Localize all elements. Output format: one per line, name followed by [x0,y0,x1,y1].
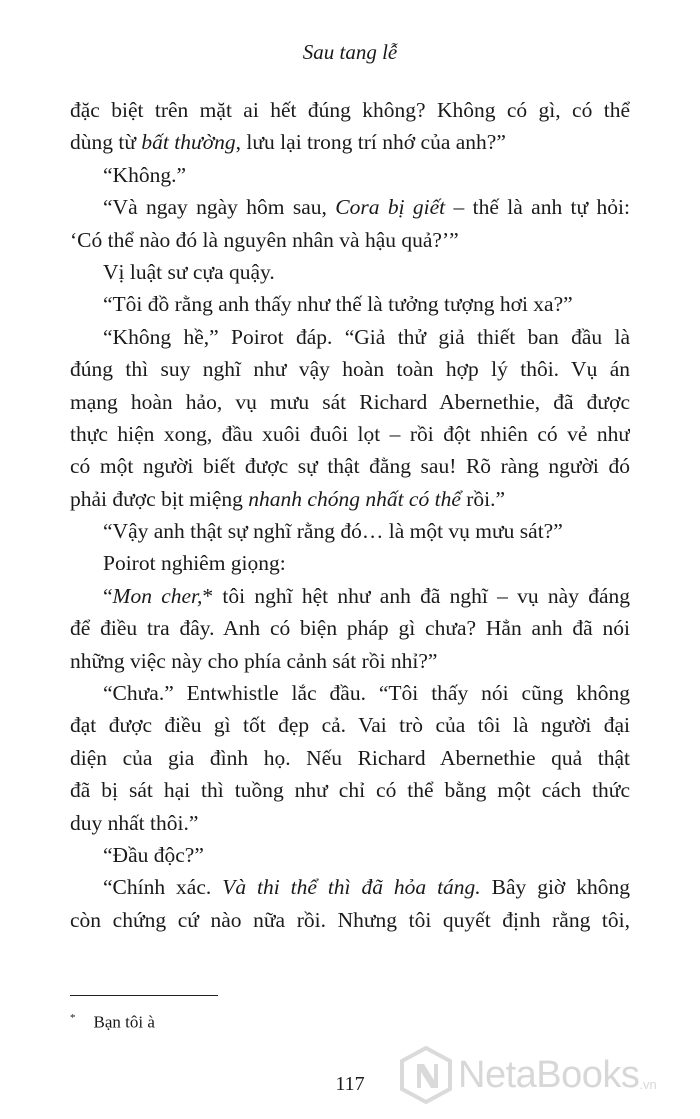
text-segment: * tôi nghĩ hệt như anh đã nghĩ – vụ này đáng [202,583,630,608]
footnote-text: Bạn tôi à [93,1012,155,1032]
text-line [70,321,630,353]
text-line [70,353,630,385]
text-segment: “Vậy anh thật sự nghĩ rằng đó… là một vụ mưu sát?” [103,519,563,544]
text-line [70,94,630,126]
text-segment: “Chưa.” Entwhistle lắc đầu. “Tôi thấy nói cũng không [103,681,630,706]
text-segment: có một người biết được sự thật đằng sau! Rõ ràng người đó [70,454,630,479]
text-line [70,709,630,741]
text-segment: ‘Có thể nào đó là nguyên nhân và hậu quả?’” [70,227,459,252]
text-line [70,547,630,579]
text-line [70,645,630,677]
italic-text: bất thường [141,130,236,155]
text-segment: “Không hề,” Poirot đáp. “Giả thử giả thiết ban đầu là [103,324,630,349]
text-line [70,256,630,288]
text-segment: đặc biệt trên mặt ai hết đúng không? Không có gì, có thể [70,98,630,122]
text-line [70,677,630,709]
italic-text: Mon cher, [112,583,203,608]
text-line [70,386,630,418]
running-header [0,40,700,65]
text-line [70,807,630,839]
text-line [70,580,630,612]
text-segment: “Không.” [103,162,186,187]
text-segment: phải được bịt miệng [70,486,249,511]
text-segment: “Tôi đồ rằng anh thấy như thế là tưởng tượng hơi xa?” [103,292,573,317]
text-line [70,483,630,515]
text-line [70,159,630,191]
text-segment: còn chứng cứ nào nữa rồi. Nhưng tôi quyết định rằng tôi, [70,907,630,932]
text-segment: Poirot nghiêm giọng: [103,551,286,576]
text-segment: duy nhất thôi.” [70,810,199,835]
text-line [70,839,630,871]
italic-text: Cora bị giết [335,195,446,220]
watermark-brand: NetaBooks [458,1053,640,1096]
text-line [70,450,630,482]
italic-text: nhanh chóng nhất có thể [248,486,461,511]
text-line [70,904,630,936]
netabooks-logo-icon [400,1046,452,1104]
text-line [70,612,630,644]
footnote-marker: * [70,1012,76,1024]
footnote [70,1012,155,1033]
text-segment: đúng thì suy nghĩ như vậy hoàn toàn hợp lý thôi. Vụ án [70,357,630,382]
watermark [400,1045,695,1105]
text-segment: để điều tra đây. Anh có biện pháp gì chưa? Hẳn anh đã nói [70,616,630,641]
text-segment: diện của gia đình họ. Nếu Richard Abernethie quả thật [70,745,630,770]
text-segment: thực hiện xong, đầu xuôi đuôi lọt – rồi đột nhiên có vẻ như [70,421,630,446]
text-segment: Bây giờ không [480,875,630,900]
text-segment: rồi.” [460,486,506,511]
page-number: 117 [335,1073,365,1095]
body-text [70,94,630,936]
text-segment: Vị luật sư cựa quậy. [103,259,275,284]
text-segment: “Chính xác. [103,875,223,900]
watermark-suffix: .vn [639,1076,657,1092]
text-segment: “ [103,583,113,608]
text-line [70,418,630,450]
text-segment: mạng hoàn hảo, vụ mưu sát Richard Abernethie, đã được [70,389,630,414]
text-segment: , lưu lại trong trí nhớ của anh?” [235,130,506,155]
text-segment: đã bị sát hại thì tuồng như chỉ có thể bằng một cách thức [70,778,630,803]
text-line [70,871,630,903]
text-line [70,742,630,774]
text-line [70,774,630,806]
text-line [70,191,630,223]
text-line [70,224,630,256]
text-segment: – thế là anh tự hỏi: [445,195,630,220]
text-segment: “Và ngay ngày hôm sau, [103,195,336,220]
text-line [70,288,630,320]
text-segment: đạt được điều gì tốt đẹp cả. Vai trò của tôi là người đại [70,713,630,738]
text-segment: dùng từ [70,130,142,155]
running-title: Sau tang lễ [302,40,398,64]
text-segment: “Đầu độc?” [103,842,204,867]
text-line [70,515,630,547]
text-segment: những việc này cho phía cảnh sát rồi nhỉ?” [70,648,438,673]
italic-text: Và thi thể thì đã hỏa táng. [222,875,481,900]
footnote-divider [70,995,218,996]
text-line [70,126,630,158]
